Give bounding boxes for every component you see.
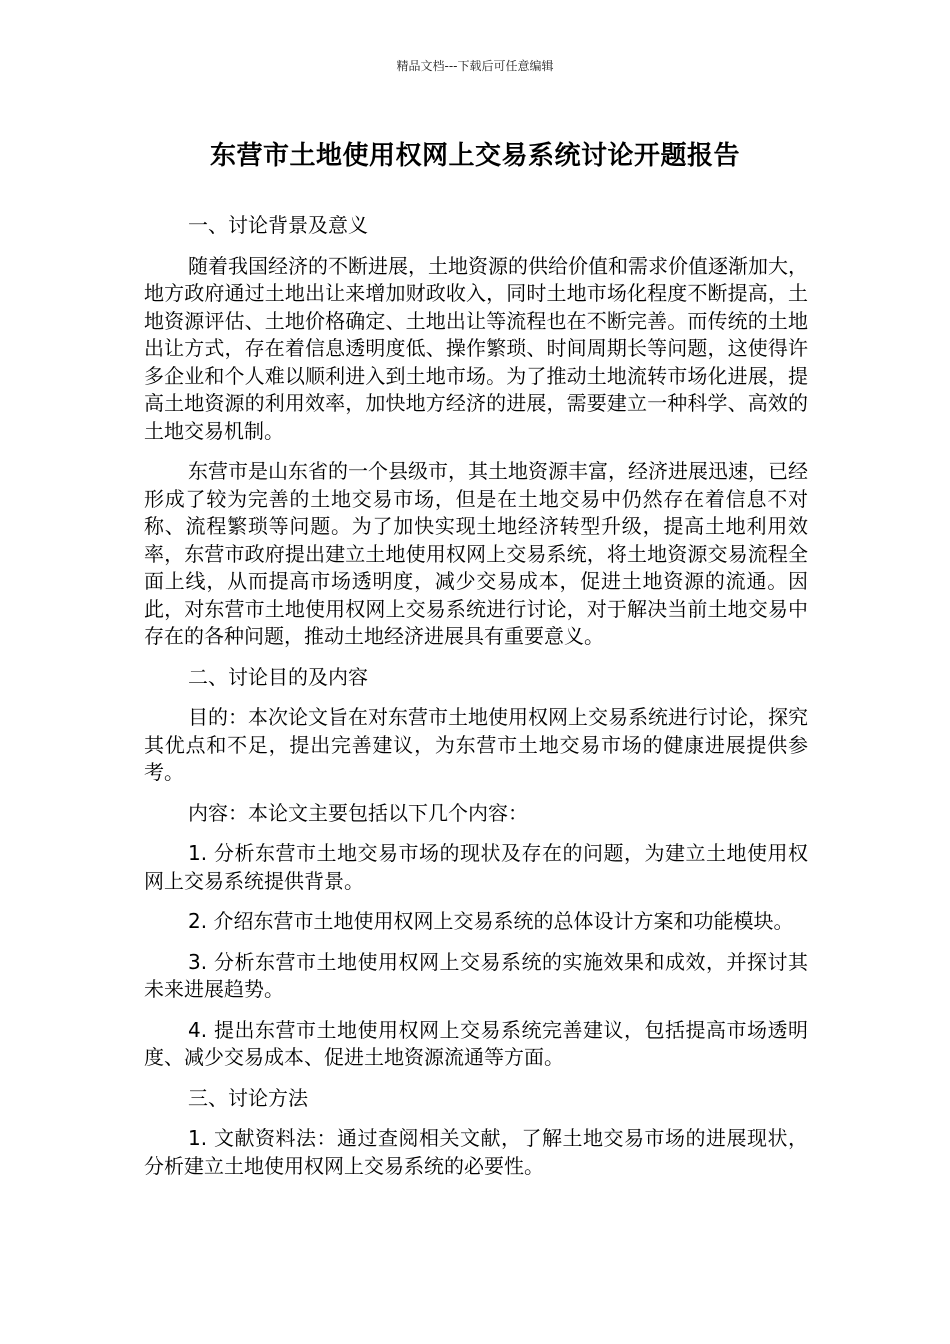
content-list-item: 1. 分析东营市土地交易市场的现状及存在的问题，为建立土地使用权网上交易系统提供背景。	[144, 841, 808, 893]
section-heading-background: 一、讨论背景及意义	[188, 213, 368, 237]
content-list-item: 4. 提出东营市土地使用权网上交易系统完善建议，包括提高市场透明度、减少交易成本、促进土地资源流通等方面。	[144, 1017, 808, 1069]
purpose-paragraph: 目的：本次论文旨在对东营市土地使用权网上交易系统进行讨论，探究其优点和不足，提出完善建议，为东营市土地交易市场的健康进展提供参考。	[144, 705, 808, 784]
content-list-item: 3. 分析东营市土地使用权网上交易系统的实施效果和成效，并探讨其未来进展趋势。	[144, 949, 808, 1001]
page-header-note: 精品文档---下载后可任意编辑	[396, 59, 554, 73]
background-paragraph-1: 随着我国经济的不断进展，土地资源的供给价值和需求价值逐渐加大，地方政府通过土地出让来增加财政收入，同时土地市场化程度不断提高，土地资源评估、土地价格确定、土地出让等流程也在不断完善。而传统的土地出让方式，存在着信息透明度低、操作繁琐、时间周期长等问题，这使得许多企业和个人难以顺利进入到土地市场。为了推动土地流转市场化进展，提高土地资源的利用效率，加快地方经济的进展，需要建立一种科学、高效的土地交易机制。	[144, 253, 808, 443]
document-title: 东营市土地使用权网上交易系统讨论开题报告	[209, 141, 740, 171]
method-list-item: 1. 文献资料法：通过查阅相关文献，了解土地交易市场的进展现状，分析建立土地使用权网上交易系统的必要性。	[144, 1126, 808, 1178]
content-intro-paragraph: 内容：本论文主要包括以下几个内容：	[188, 800, 528, 825]
content-list-item: 2. 介绍东营市土地使用权网上交易系统的总体设计方案和功能模块。	[188, 909, 794, 933]
background-paragraph-2: 东营市是山东省的一个县级市，其土地资源丰富，经济进展迅速，已经形成了较为完善的土地交易市场，但是在土地交易中仍然存在着信息不对称、流程繁琐等问题。为了加快实现土地经济转型升级，提高土地利用效率，东营市政府提出建立土地使用权网上交易系统，将土地资源交易流程全面上线，从而提高市场透明度，减少交易成本，促进土地资源的流通。因此，对东营市土地使用权网上交易系统进行讨论，对于解决当前土地交易中存在的各种问题，推动土地经济进展具有重要意义。	[144, 459, 808, 648]
section-heading-methods: 三、讨论方法	[188, 1085, 308, 1110]
document-body	[144, 212, 808, 1193]
section-heading-purpose: 二、讨论目的及内容	[188, 664, 368, 689]
